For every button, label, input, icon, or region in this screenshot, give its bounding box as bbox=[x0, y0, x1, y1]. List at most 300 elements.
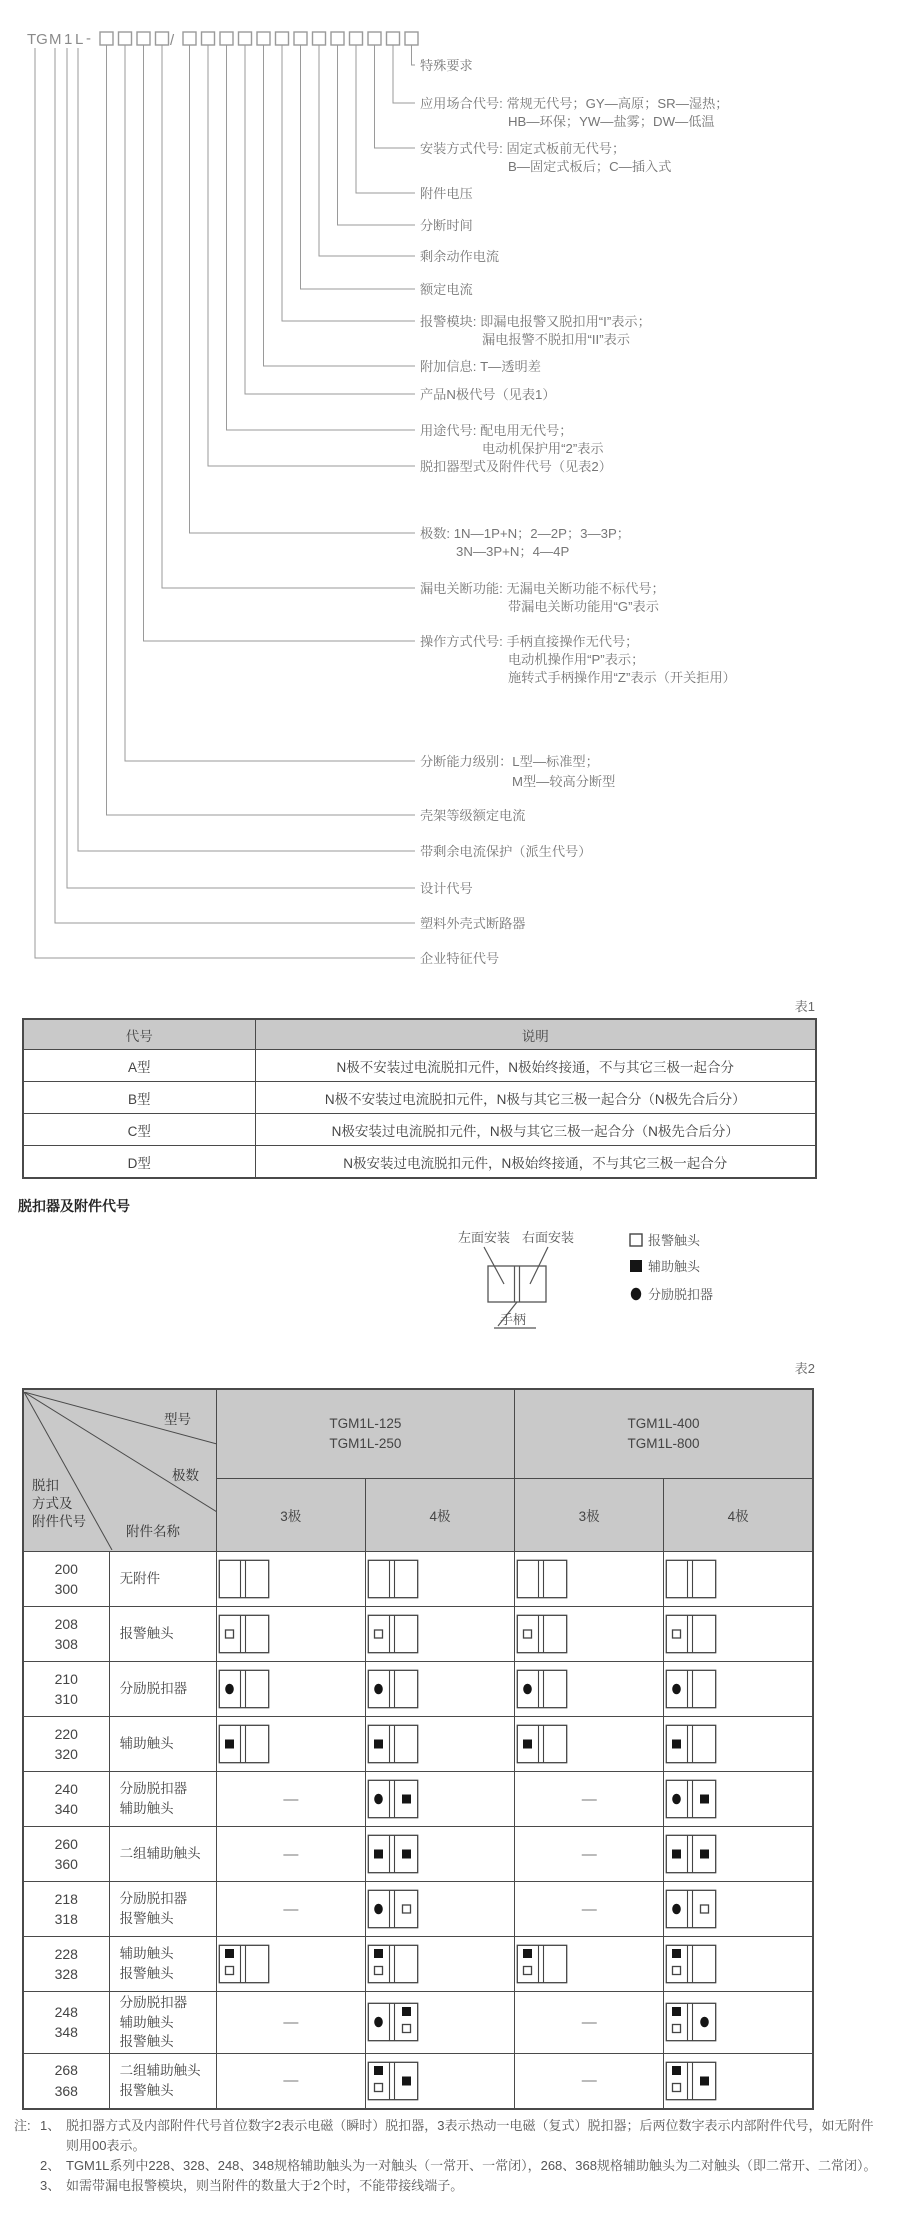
accessory-symbol-box bbox=[218, 1614, 270, 1654]
symbol-cell bbox=[664, 1992, 813, 2054]
code-cell: D型 bbox=[23, 1146, 255, 1179]
symbol-cell bbox=[515, 1662, 664, 1717]
trip-code-cell bbox=[23, 1937, 109, 1992]
pole-header: 4极 bbox=[664, 1479, 813, 1552]
symbol-cell bbox=[515, 1992, 664, 2054]
code-digit-box bbox=[387, 32, 400, 45]
auxiliary-contact-icon bbox=[630, 1260, 642, 1272]
code-digit-box bbox=[405, 32, 418, 45]
accessory-name-line: 辅助触头 bbox=[119, 1736, 174, 1752]
code-field-label: 安装方式代号: 固定式板前无代号； B—固定式板后；C—插入式 bbox=[420, 141, 672, 174]
code-digit-box bbox=[294, 32, 307, 45]
alarm-contact-symbol bbox=[374, 2083, 382, 2091]
accessory-symbol-box bbox=[516, 1724, 568, 1764]
leader-line bbox=[264, 45, 416, 366]
auxiliary-contact-symbol bbox=[672, 1949, 681, 1958]
trip-code: 320 bbox=[54, 1746, 78, 1762]
poles-header: 极数 bbox=[172, 1467, 199, 1483]
code-field-label: 报警模块: 即漏电报警又脱扣用“I”表示；漏电报警不脱扣用“II”表示 bbox=[420, 314, 651, 347]
accessory-symbol-box bbox=[665, 1889, 717, 1929]
alarm-contact-symbol bbox=[673, 2025, 681, 2033]
accessory-name-line: 报警触头 bbox=[119, 2082, 174, 2098]
symbol-cell bbox=[365, 2053, 514, 2109]
trip-code: 240 bbox=[54, 1780, 78, 1797]
leader-line bbox=[301, 45, 416, 289]
trip-code-cell bbox=[23, 1717, 109, 1772]
symbol-cell bbox=[365, 1882, 514, 1937]
accessory-symbol-box bbox=[516, 1669, 568, 1709]
trip-code: 210 bbox=[54, 1670, 78, 1687]
auxiliary-contact-symbol bbox=[700, 1850, 709, 1859]
code-digit-box bbox=[331, 32, 344, 45]
accessory-name-line: 分励脱扣器 bbox=[119, 1995, 188, 2010]
handle-diagram-svg bbox=[430, 1226, 770, 1344]
symbol-cell bbox=[664, 1937, 813, 1992]
auxiliary-contact-symbol bbox=[374, 1850, 383, 1859]
accessory-name-line: 报警触头 bbox=[119, 1911, 174, 1926]
code-field-label: 设计代号 bbox=[420, 881, 473, 896]
auxiliary-contact-symbol bbox=[374, 1949, 383, 1958]
code-field-label: 分断时间 bbox=[420, 218, 473, 233]
header-row bbox=[23, 1019, 816, 1050]
symbol-cell bbox=[664, 2053, 813, 2109]
alarm-contact-symbol bbox=[524, 1967, 532, 1975]
auxiliary-contact-symbol bbox=[402, 1795, 411, 1804]
leader-line bbox=[125, 45, 415, 761]
pole-header: 4极 bbox=[365, 1479, 514, 1552]
shunt-release-symbol bbox=[374, 1794, 383, 1805]
symbol-cell bbox=[216, 1717, 365, 1772]
symbol-cell bbox=[216, 1662, 365, 1717]
alarm-contact-symbol bbox=[225, 1967, 233, 1975]
trip-code: 218 bbox=[54, 1890, 78, 1907]
trip-code: 220 bbox=[54, 1725, 78, 1742]
auxiliary-contact-symbol bbox=[402, 1850, 411, 1859]
accessory-name-line: 分励脱扣器 bbox=[119, 1891, 188, 1907]
symbol-cell bbox=[664, 1552, 813, 1607]
code-digit-box bbox=[239, 32, 252, 45]
auxiliary-contact-symbol bbox=[672, 1740, 681, 1749]
accessory-name-line: 分励脱扣器 bbox=[119, 1681, 188, 1697]
accessory-symbol-box bbox=[367, 1559, 419, 1599]
code-field-label: 应用场合代号: 常规无代号；GY—高原；SR—湿热； HB—环保；YW—盐雾；DW—低温 bbox=[420, 96, 729, 129]
not-available-dash: — bbox=[581, 1900, 597, 1918]
code-cell: C型 bbox=[23, 1114, 255, 1146]
attachment-header: 附件名称 bbox=[126, 1523, 180, 1539]
code-digit-box bbox=[100, 32, 113, 45]
code-prefix-letter: L bbox=[75, 31, 84, 48]
alarm-contact-symbol bbox=[374, 1967, 382, 1975]
trip-header-line: 附件代号 bbox=[32, 1513, 86, 1529]
handle-installation-diagram bbox=[430, 1226, 770, 1344]
trip-code-cell bbox=[23, 2053, 109, 2109]
symbol-cell bbox=[365, 1552, 514, 1607]
note-item bbox=[14, 2156, 886, 2176]
symbol-cell bbox=[365, 1717, 514, 1772]
leader-line bbox=[78, 48, 415, 851]
diagonal-corner-cell bbox=[23, 1389, 216, 1552]
not-available-dash: — bbox=[283, 2013, 299, 2031]
code-field-label: 用途代号: 配电用无代号；电动机保护用“2”表示 bbox=[420, 423, 604, 456]
table-row bbox=[23, 1772, 813, 1827]
table-row bbox=[23, 2053, 813, 2109]
symbol-cell bbox=[515, 1607, 664, 1662]
box-outline bbox=[219, 1560, 268, 1597]
code-digit-box bbox=[137, 32, 150, 45]
symbol-cell bbox=[515, 2053, 664, 2109]
not-available-dash: — bbox=[581, 2072, 597, 2090]
symbol-cell bbox=[365, 1992, 514, 2054]
accessory-symbol-box bbox=[665, 2061, 717, 2101]
note-prefix bbox=[14, 2176, 40, 2196]
symbol-cell bbox=[216, 1827, 365, 1882]
alarm-contact-icon bbox=[630, 1234, 642, 1246]
code-prefix-letter: M bbox=[49, 31, 62, 48]
accessory-name-line: 辅助触头 bbox=[119, 1801, 174, 1816]
pole-header: 3极 bbox=[515, 1479, 664, 1552]
slash-separator: / bbox=[170, 32, 175, 49]
auxiliary-contact-symbol bbox=[374, 2066, 383, 2075]
accessory-name-cell bbox=[109, 2053, 216, 2109]
corner-svg bbox=[24, 1392, 217, 1550]
symbol-cell bbox=[216, 1937, 365, 1992]
accessory-symbol-box bbox=[218, 1559, 270, 1599]
table1-head bbox=[23, 1019, 816, 1050]
alarm-contact-symbol bbox=[225, 1630, 233, 1638]
accessory-name-cell bbox=[109, 1552, 216, 1607]
code-digit-box bbox=[202, 32, 215, 45]
auxiliary-contact-symbol bbox=[374, 1740, 383, 1749]
leader-line bbox=[319, 45, 415, 256]
accessory-symbol-box bbox=[665, 1779, 717, 1819]
not-available-dash: — bbox=[283, 1845, 299, 1863]
shunt-release-symbol bbox=[700, 2017, 709, 2028]
table-row bbox=[23, 1882, 813, 1937]
leader-line bbox=[356, 45, 415, 193]
model-code-diagram bbox=[0, 8, 900, 986]
accessory-symbol-box bbox=[367, 1889, 419, 1929]
auxiliary-contact-symbol bbox=[700, 2076, 709, 2085]
model-header: 型号 bbox=[164, 1411, 191, 1427]
trip-code: 348 bbox=[54, 2024, 78, 2041]
code-field-label: 附件电压 bbox=[420, 186, 473, 201]
accessory-symbol-box bbox=[367, 1944, 419, 1984]
dash-separator: - bbox=[86, 30, 91, 47]
symbol-cell bbox=[365, 1662, 514, 1717]
auxiliary-contact-symbol bbox=[225, 1740, 234, 1749]
table-row bbox=[23, 1662, 813, 1717]
notes-block bbox=[14, 2116, 886, 2197]
shunt-release-symbol bbox=[672, 1684, 681, 1695]
accessory-symbol-box bbox=[367, 1669, 419, 1709]
leader-line bbox=[55, 48, 415, 923]
table-row bbox=[23, 1114, 816, 1146]
accessory-name-cell bbox=[109, 1662, 216, 1717]
accessory-name-cell bbox=[109, 1827, 216, 1882]
install-left-label: 左面安装 bbox=[458, 1230, 511, 1245]
alarm-contact-symbol bbox=[673, 1630, 681, 1638]
symbol-cell bbox=[664, 1607, 813, 1662]
pole-header: 3极 bbox=[216, 1479, 365, 1552]
alarm-contact-symbol bbox=[701, 1905, 709, 1913]
symbol-cell bbox=[216, 2053, 365, 2109]
code-field-label: 壳架等级额定电流 bbox=[420, 808, 526, 823]
code-digit-box bbox=[156, 32, 169, 45]
accessory-name-line: 二组辅助触头 bbox=[119, 2063, 201, 2079]
leader-line bbox=[35, 48, 415, 958]
symbol-cell bbox=[515, 1717, 664, 1772]
trip-code-cell bbox=[23, 1882, 109, 1937]
code-digit-box bbox=[183, 32, 196, 45]
table-row bbox=[23, 1937, 813, 1992]
accessory-name-line: 分励脱扣器 bbox=[119, 1781, 188, 1797]
accessory-name-cell bbox=[109, 1607, 216, 1662]
table2-caption: 表2 bbox=[794, 1361, 815, 1376]
trip-header-line: 方式及 bbox=[32, 1495, 73, 1511]
not-available-dash: — bbox=[581, 1790, 597, 1808]
code-digit-box bbox=[368, 32, 381, 45]
accessory-name-line: 报警触头 bbox=[119, 1966, 174, 1981]
leader-line bbox=[412, 45, 416, 65]
legend-label: 分励脱扣器 bbox=[648, 1287, 714, 1302]
not-available-dash: — bbox=[283, 1790, 299, 1808]
symbol-cell bbox=[664, 1882, 813, 1937]
description-cell: N极安装过电流脱扣元件，N极与其它三极一起合分（N极先合后分） bbox=[255, 1114, 816, 1146]
leader-line bbox=[282, 45, 415, 321]
model-line: TGM1L-125 bbox=[329, 1415, 402, 1431]
note-prefix: 注: bbox=[14, 2118, 31, 2133]
accessory-name-cell bbox=[109, 1937, 216, 1992]
auxiliary-contact-symbol bbox=[402, 2076, 411, 2085]
column-header: 说明 bbox=[255, 1019, 816, 1050]
trip-code-cell bbox=[23, 1992, 109, 2054]
table-row bbox=[23, 1992, 813, 2054]
accessory-symbol-box bbox=[367, 1779, 419, 1819]
handle-label: 手柄 bbox=[500, 1312, 527, 1327]
code-digit-box bbox=[220, 32, 233, 45]
code-field-label: 产品N极代号（见表1） bbox=[420, 387, 556, 402]
trip-section-heading: 脱扣器及附件代号 bbox=[18, 1198, 130, 1214]
alarm-contact-symbol bbox=[524, 1630, 532, 1638]
model-line: TGM1L-250 bbox=[329, 1436, 402, 1451]
symbol-cell bbox=[216, 1772, 365, 1827]
symbol-cell bbox=[365, 1827, 514, 1882]
not-available-dash: — bbox=[283, 1900, 299, 1918]
corner-wrap bbox=[24, 1392, 216, 1550]
legend-label: 报警触头 bbox=[648, 1233, 701, 1248]
shunt-release-symbol bbox=[672, 1794, 681, 1805]
symbol-cell bbox=[216, 1607, 365, 1662]
alarm-contact-symbol bbox=[402, 2025, 410, 2033]
alarm-contact-symbol bbox=[673, 2083, 681, 2091]
accessory-symbol-box bbox=[516, 1614, 568, 1654]
code-digit-box bbox=[313, 32, 326, 45]
accessory-symbol-box bbox=[516, 1559, 568, 1599]
note-prefix bbox=[14, 2156, 40, 2176]
auxiliary-contact-symbol bbox=[700, 1795, 709, 1804]
code-field-label: 操作方式代号: 手柄直接操作无代号；电动机操作用“P”表示；施转式手柄操作用“Z”表示（开关拒用） bbox=[420, 634, 736, 685]
shunt-release-symbol bbox=[672, 1904, 681, 1915]
shunt-release-symbol bbox=[374, 1904, 383, 1915]
accessory-symbol-box bbox=[367, 2002, 419, 2042]
code-field-label: 附加信息: T—透明差 bbox=[420, 359, 541, 374]
table-row bbox=[23, 1082, 816, 1114]
trip-code-cell bbox=[23, 1552, 109, 1607]
accessory-symbol-box bbox=[218, 1724, 270, 1764]
auxiliary-contact-symbol bbox=[672, 2066, 681, 2075]
shunt-release-symbol bbox=[523, 1684, 532, 1695]
trip-code: 268 bbox=[54, 2062, 78, 2079]
note-item bbox=[14, 2176, 886, 2196]
accessory-name-cell bbox=[109, 1992, 216, 2054]
table-row bbox=[23, 1717, 813, 1772]
code-digit-box bbox=[350, 32, 363, 45]
trip-code: 328 bbox=[54, 1966, 78, 1982]
code-digit-box bbox=[119, 32, 132, 45]
shunt-release-symbol bbox=[374, 2017, 383, 2028]
code-field-label: 塑料外壳式断路器 bbox=[420, 916, 526, 931]
trip-code-cell bbox=[23, 1827, 109, 1882]
symbol-cell bbox=[216, 1552, 365, 1607]
code-digit-box bbox=[257, 32, 270, 45]
accessory-name-cell bbox=[109, 1882, 216, 1937]
alarm-contact-symbol bbox=[673, 1967, 681, 1975]
symbol-cell bbox=[216, 1992, 365, 2054]
leader-line bbox=[245, 45, 415, 394]
code-field-label: 剩余动作电流 bbox=[420, 249, 500, 264]
accessory-name-line: 二组辅助触头 bbox=[119, 1846, 201, 1862]
alarm-contact-symbol bbox=[402, 1905, 410, 1913]
accessory-symbol-box bbox=[218, 1669, 270, 1709]
table1-body bbox=[23, 1050, 816, 1179]
trip-code: 300 bbox=[54, 1581, 78, 1597]
table2-head bbox=[23, 1389, 813, 1552]
symbol-cell bbox=[515, 1882, 664, 1937]
description-cell: N极安装过电流脱扣元件，N极始终接通，不与其它三极一起合分 bbox=[255, 1146, 816, 1179]
trip-code: 228 bbox=[54, 1945, 78, 1962]
trip-code: 360 bbox=[54, 1856, 78, 1872]
code-field-label: 分断能力级别：L型—标准型； M型—较高分断型 bbox=[420, 754, 616, 789]
table1-caption: 表1 bbox=[794, 999, 815, 1014]
accessory-symbol-box bbox=[367, 2061, 419, 2101]
trip-code: 260 bbox=[54, 1835, 78, 1852]
trip-header-line: 脱扣 bbox=[32, 1477, 59, 1493]
shunt-release-icon bbox=[631, 1288, 641, 1300]
trip-code-cell bbox=[23, 1607, 109, 1662]
accessory-name-line: 报警触头 bbox=[119, 1626, 174, 1642]
model-group-header bbox=[216, 1389, 514, 1479]
note-number: 1、 bbox=[40, 2118, 61, 2133]
accessory-symbol-box bbox=[665, 1614, 717, 1654]
note-number: 3、 bbox=[40, 2178, 61, 2194]
accessory-symbol-box bbox=[665, 1944, 717, 1984]
accessory-symbol-box bbox=[665, 2002, 717, 2042]
auxiliary-contact-symbol bbox=[225, 1949, 234, 1958]
leader-line bbox=[227, 45, 416, 430]
note-text: 如需带漏电报警模块，则当附件的数量大于2个时，不能带接线端子。 bbox=[66, 2178, 464, 2194]
symbol-cell bbox=[515, 1937, 664, 1992]
trip-code: 310 bbox=[54, 1691, 78, 1707]
trip-code-cell bbox=[23, 1772, 109, 1827]
accessory-symbol-box bbox=[665, 1724, 717, 1764]
accessory-symbol-box bbox=[367, 1724, 419, 1764]
trip-code: 368 bbox=[54, 2082, 78, 2099]
leader-line bbox=[162, 45, 415, 588]
trip-code: 340 bbox=[54, 1801, 78, 1817]
table-row bbox=[23, 1827, 813, 1882]
accessory-name-cell bbox=[109, 1772, 216, 1827]
alarm-contact-symbol bbox=[374, 1630, 382, 1638]
leader-line bbox=[375, 45, 416, 148]
accessory-symbol-box bbox=[665, 1559, 717, 1599]
accessory-name-line: 无附件 bbox=[119, 1571, 161, 1587]
accessory-name-cell bbox=[109, 1717, 216, 1772]
symbol-cell bbox=[515, 1552, 664, 1607]
accessory-symbol-box bbox=[367, 1834, 419, 1874]
not-available-dash: — bbox=[283, 2072, 299, 2090]
auxiliary-contact-symbol bbox=[523, 1949, 532, 1958]
table-row bbox=[23, 1146, 816, 1179]
description-cell: N极不安装过电流脱扣元件，N极与其它三极一起合分（N极先合后分） bbox=[255, 1082, 816, 1114]
symbol-cell bbox=[365, 1607, 514, 1662]
accessory-name-line: 辅助触头 bbox=[119, 2014, 174, 2030]
shunt-release-symbol bbox=[225, 1684, 234, 1695]
symbol-cell bbox=[664, 1717, 813, 1772]
symbol-cell bbox=[664, 1772, 813, 1827]
trip-code: 200 bbox=[54, 1560, 78, 1577]
shunt-release-symbol bbox=[374, 1684, 383, 1695]
note-item bbox=[14, 2116, 886, 2156]
code-cell: B型 bbox=[23, 1082, 255, 1114]
accessory-symbol-box bbox=[665, 1834, 717, 1874]
trip-accessory-table bbox=[22, 1388, 814, 2110]
symbol-cell bbox=[365, 1772, 514, 1827]
symbol-cell bbox=[664, 1827, 813, 1882]
auxiliary-contact-symbol bbox=[672, 1850, 681, 1859]
legend-label: 辅助触头 bbox=[648, 1259, 701, 1274]
symbol-cell bbox=[216, 1882, 365, 1937]
box-outline bbox=[368, 1560, 417, 1597]
not-available-dash: — bbox=[581, 2013, 597, 2031]
leader-line bbox=[338, 45, 416, 225]
code-field-label: 特殊要求 bbox=[420, 58, 473, 73]
auxiliary-contact-symbol bbox=[523, 1740, 532, 1749]
code-field-label: 脱扣器型式及附件代号（见表2） bbox=[420, 459, 612, 474]
accessory-symbol-box bbox=[367, 1614, 419, 1654]
accessory-name-line: 报警触头 bbox=[119, 2034, 174, 2050]
code-cell: A型 bbox=[23, 1050, 255, 1082]
trip-code: 308 bbox=[54, 1636, 78, 1652]
code-field-label: 漏电关断功能: 无漏电关断功能不标代号；带漏电关断功能用“G”表示 bbox=[420, 581, 665, 614]
n-pole-code-table bbox=[22, 1018, 817, 1179]
table2-body bbox=[23, 1552, 813, 2109]
table-row bbox=[23, 1552, 813, 1607]
table-row bbox=[23, 1607, 813, 1662]
symbol-cell bbox=[515, 1827, 664, 1882]
code-prefix-letter: TG bbox=[27, 31, 48, 48]
description-cell: N极不安装过电流脱扣元件，N极始终接通，不与其它三极一起合分 bbox=[255, 1050, 816, 1082]
column-header: 代号 bbox=[23, 1019, 255, 1050]
auxiliary-contact-symbol bbox=[672, 2007, 681, 2016]
box-outline bbox=[517, 1560, 566, 1597]
leader-line bbox=[67, 48, 415, 888]
model-group-header bbox=[515, 1389, 813, 1479]
trip-code: 318 bbox=[54, 1911, 78, 1927]
code-field-label: 带剩余电流保护（派生代号） bbox=[420, 844, 592, 859]
code-digit-box bbox=[276, 32, 289, 45]
trip-code: 248 bbox=[54, 2004, 78, 2021]
header-row bbox=[23, 1389, 813, 1479]
